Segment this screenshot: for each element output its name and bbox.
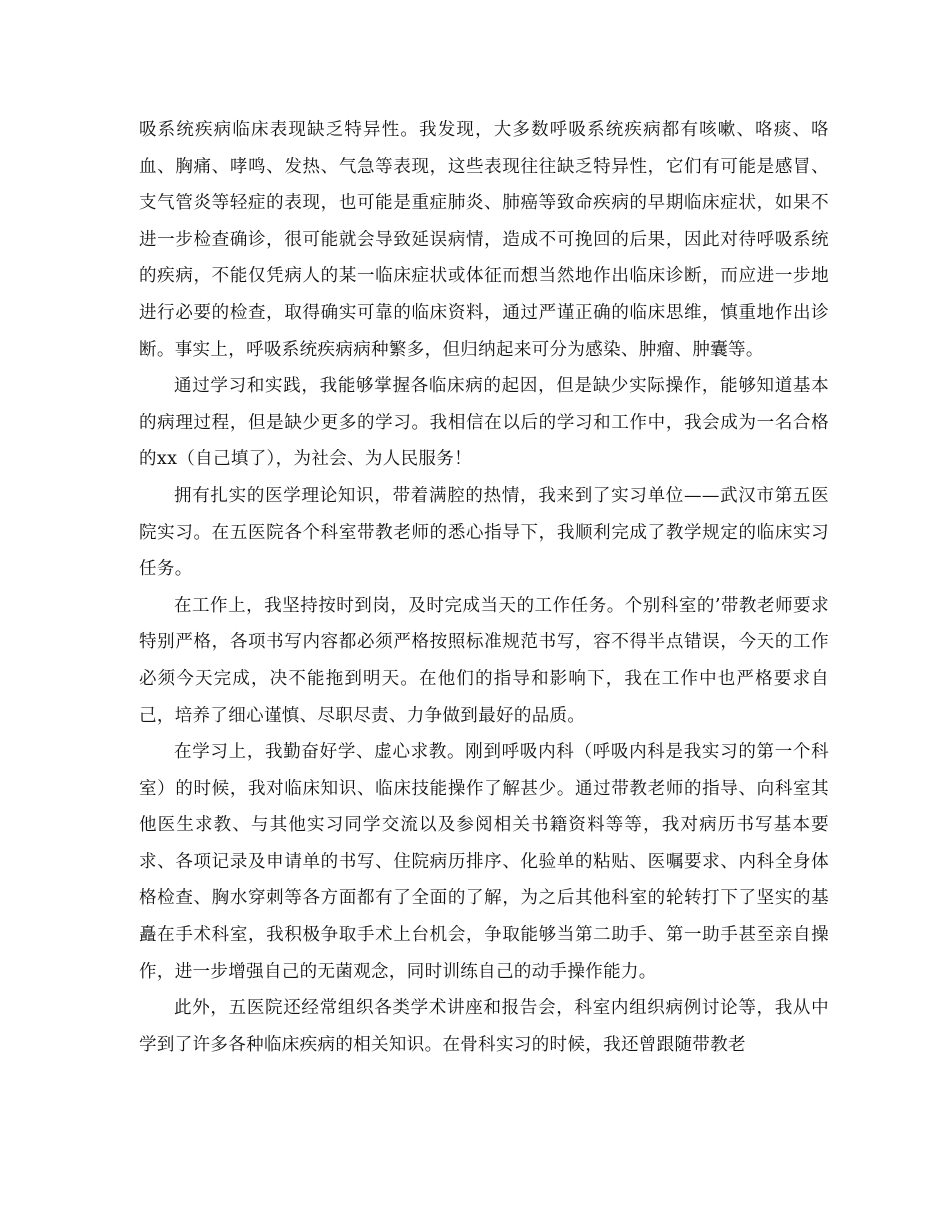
paragraph-lectures: 此外，五医院还经常组织各类学术讲座和报告会，科室内组织病例讨论等，我从中学到了许多各种临床疾病的相关知识。在骨科实习的时候，我还曾跟随带教老 bbox=[139, 998, 829, 1055]
paragraph-respiratory-symptoms: 吸系统疾病临床表现缺乏特异性。我发现，大多数呼吸系统疾病都有咳嗽、咯痰、咯血、胸痛、哮鸣、发热、气急等表现，这些表现往往缺乏特异性，它们有可能是感冒、支气管炎等轻症的表现，也可能是重症肺炎、肺癌等致命疾病的早期临床症状，如果不进一步检查确诊，很可能就会导致延误病情，造成不可挽回的后果，因此对待呼吸系统的疾病，不能仅凭病人的某一临床症状或体征而想当然地作出临床诊断，而应进一步地进行必要的检查，取得确实可靠的临床资料，通过严谨正确的临床思维，慎重地作出诊断。事实上，呼吸系统疾病病种繁多，但归纳起来可分为感染、肿瘤、肿囊等。 bbox=[139, 120, 829, 360]
body-text bbox=[139, 112, 829, 1063]
paragraph-work-attitude: 在工作上，我坚持按时到岗，及时完成当天的工作任务。个别科室的’带教老师要求特别严格，各项书写内容都必须严格按照标准规范书写，容不得半点错误，今天的工作必须今天完成，决不能拖到明天。在他们的指导和影响下，我在工作中也严格要求自己，培养了细心谨慎、尽职尽责、力争做到最好的品质。 bbox=[139, 595, 829, 726]
paragraph-study-attitude: 在学习上，我勤奋好学、虚心求教。刚到呼吸内科（呼吸内科是我实习的第一个科室）的时候，我对临床知识、临床技能操作了解甚少。通过带教老师的指导、向科室其他医生求教、与其他实习同学交流以及参阅相关书籍资料等等，我对病历书写基本要求、各项记录及申请单的书写、住院病历排序、化验单的粘贴、医嘱要求、内科全身体格检查、胸水穿刺等各方面都有了全面的了解，为之后其他科室的轮转打下了坚实的基矗在手术科室，我积极争取手术上台机会，争取能够当第二助手、第一助手甚至亲自操作，进一步增强自己的无菌观念，同时训练自己的动手操作能力。 bbox=[139, 742, 829, 982]
paragraph-internship-arrival: 拥有扎实的医学理论知识，带着满腔的热情，我来到了实习单位——武汉市第五医院实习。在五医院各个科室带教老师的悉心指导下，我顺利完成了教学规定的临床实习任务。 bbox=[139, 485, 829, 580]
paragraph-learning-practice: 通过学习和实践，我能够掌握各临床病的起因，但是缺少实际操作，能够知道基本的病理过程，但是缺少更多的学习。我相信在以后的学习和工作中，我会成为一名合格的xx（自己填了），为社会、为人民服务！ bbox=[139, 376, 829, 470]
